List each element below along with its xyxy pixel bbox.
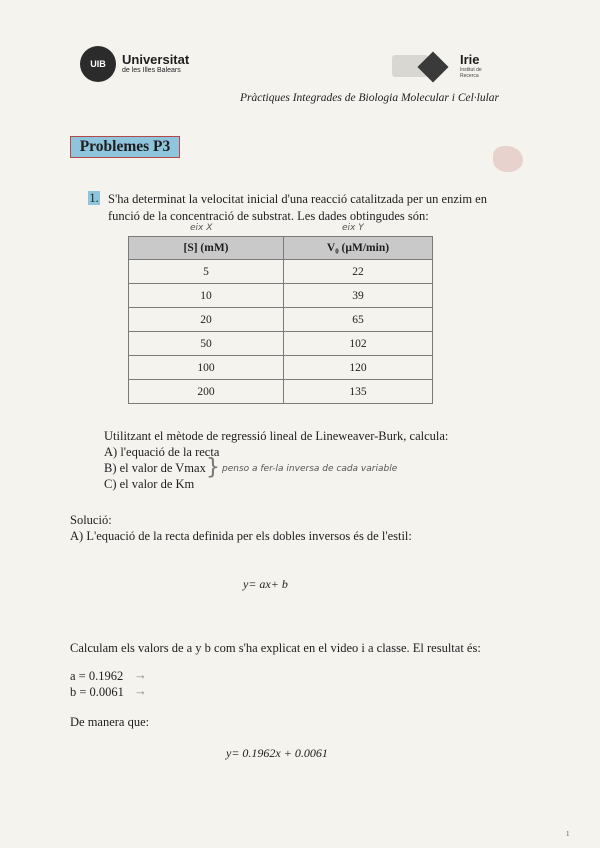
- university-name: Universitat: [122, 52, 190, 67]
- column-header: V₀ (µM/min): [284, 237, 433, 260]
- solution-a-text: A) L'equació de la recta definida per els dobles inversos és de l'estil:: [70, 529, 412, 543]
- final-formula: y= 0.1962x + 0.0061: [226, 746, 328, 760]
- uib-logo: UIB: [80, 46, 116, 82]
- table-cell: 102: [284, 332, 433, 356]
- data-table: [128, 236, 433, 404]
- handwritten-axis-y: eix Y: [342, 223, 364, 233]
- page-mark: 1: [566, 830, 570, 838]
- conclusion-text: De manera que:: [70, 715, 150, 729]
- value-b: b = 0.0061: [70, 685, 124, 699]
- arrow-icon: →: [134, 667, 147, 682]
- table-cell: 50: [129, 332, 284, 356]
- table-cell: 135: [284, 380, 433, 404]
- instruction-b: B) el valor de Vmax: [104, 461, 206, 475]
- table-cell: 39: [284, 284, 433, 308]
- question-number: 1.: [89, 191, 99, 205]
- university-subtitle: de les Illes Balears: [122, 67, 181, 74]
- table-row: [129, 356, 433, 380]
- handwritten-note: penso a fer-la inversa de cada variable: [222, 464, 398, 474]
- instruction-a: A) l'equació de la recta: [104, 445, 220, 459]
- page-title: Problemes P3: [70, 136, 180, 158]
- irie-subtitle: Institut de Recerca: [460, 67, 482, 79]
- table-cell: 22: [284, 260, 433, 284]
- table-row: [129, 284, 433, 308]
- instructions-intro: Utilitzant el mètode de regressió lineal de Lineweaver-Burk, calcula:: [104, 429, 449, 443]
- handwritten-brace-icon: }: [206, 455, 220, 480]
- handwritten-axis-x: eix X: [190, 223, 213, 233]
- table-row: [129, 308, 433, 332]
- table-cell: 20: [129, 308, 284, 332]
- table-cell: 100: [129, 356, 284, 380]
- table-row: [129, 260, 433, 284]
- table-cell: 10: [129, 284, 284, 308]
- calculation-text: Calculam els valors de a y b com s'ha explicat en el video i a classe. El resultat és:: [70, 641, 481, 655]
- column-header: [S] (mM): [129, 237, 284, 260]
- arrow-icon: →: [134, 683, 147, 698]
- irie-name: Irie: [460, 52, 480, 67]
- table-cell: 120: [284, 356, 433, 380]
- course-title: Pràctiques Integrades de Biologia Molecular i Cel·lular: [240, 92, 500, 104]
- table-cell: 65: [284, 308, 433, 332]
- instruction-c: C) el valor de Km: [104, 477, 195, 491]
- generic-formula: y= ax+ b: [243, 577, 288, 591]
- value-a: a = 0.1962: [70, 669, 124, 683]
- table-row: [129, 380, 433, 404]
- solution-label: Solució:: [70, 513, 112, 527]
- table-cell: 5: [129, 260, 284, 284]
- table-row: [129, 332, 433, 356]
- table-cell: 200: [129, 380, 284, 404]
- paper-smudge: [493, 146, 523, 172]
- question-text: S'ha determinat la velocitat inicial d'una reacció catalitzada per un enzim en funció de la concentració de substrat. Les dades obtingudes són:: [108, 192, 487, 223]
